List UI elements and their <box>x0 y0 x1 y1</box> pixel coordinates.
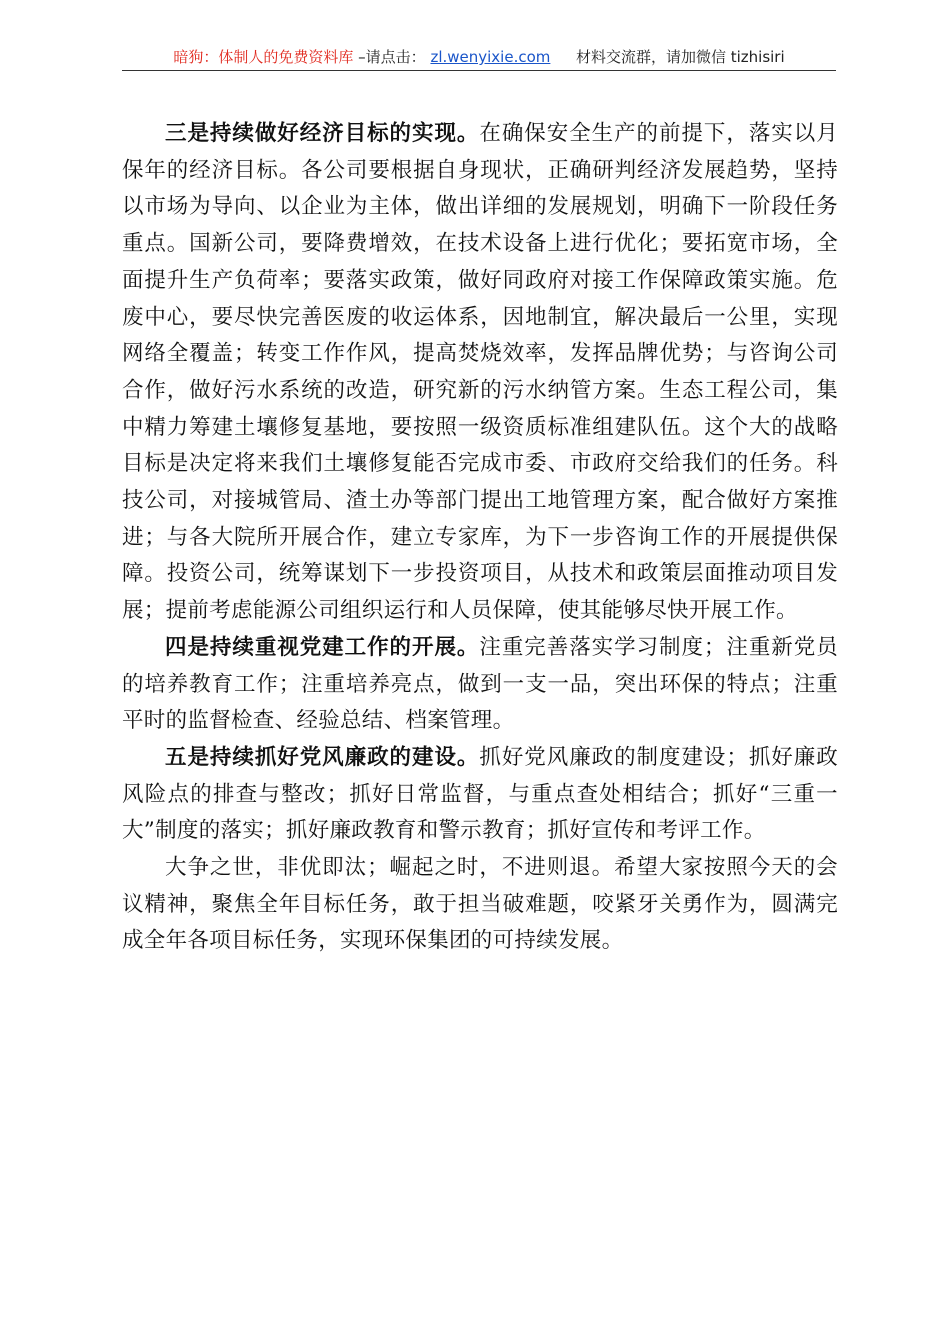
paragraph-integrity <box>122 740 838 850</box>
header-site-link[interactable]: zl.wenyixie.com <box>430 48 551 66</box>
header-wechat-text: 材料交流群，请加微信 tizhisiri <box>575 48 785 66</box>
paragraph-economic-goals <box>122 116 838 630</box>
paragraph-text: 在确保安全生产的前提下，落实以月保年的经济目标。各公司要根据自身现状，正确研判经济发展趋势，坚持以市场为导向、以企业为主体，做出详细的发展规划，明确下一阶段任务重点。国新公司，要降费增效，在技术设备上进行优化；要拓宽市场，全面提升生产负荷率；要落实政策，做好同政府对接工作保障政策实施。危废中心，要尽快完善医废的收运体系，因地制宜，解决最后一公里，实现网络全覆盖；转变工作作风，提高焚烧效率，发挥品牌优势；与咨询公司合作，做好污水系统的改造，研究新的污水纳管方案。生态工程公司，集中精力筹建土壤修复基地，要按照一级资质标准组建队伍。这个大的战略目标是决定将来我们土壤修复能否完成市委、市政府交给我们的任务。科技公司，对接城管局、渣土办等部门提出工地管理方案，配合做好方案推进；与各大院所开展合作，建立专家库，为下一步咨询工作的开展提供保障。投资公司，统筹谋划下一步投资项目，从技术和政策层面推动项目发展；提前考虑能源公司组织运行和人员保障，使其能够尽快开展工作。 <box>122 121 838 624</box>
paragraph-party-building <box>122 630 838 740</box>
paragraph-lead: 三是持续做好经济目标的实现。 <box>165 121 480 146</box>
header-brand-text: 暗狗：体制人的免费资料库 <box>173 48 354 66</box>
paragraph-text: 抓好党风廉政的制度建设；抓好廉政风险点的排查与整改；抓好日常监督，与重点查处相结合；抓好“三重一大”制度的落实；抓好廉政教育和警示教育；抓好宣传和考评工作。 <box>122 744 838 844</box>
paragraph-lead: 四是持续重视党建工作的开展。 <box>165 634 480 660</box>
header-prompt-text: –请点击： <box>358 48 426 66</box>
paragraph-text: 大争之世，非优即汰；崛起之时，不进则退。希望大家按照今天的会议精神，聚焦全年目标任务，敢于担当破难题，咬紧牙关勇作为，圆满完成全年各项目标任务，实现环保集团的可持续发展。 <box>122 855 838 954</box>
page-header <box>122 44 836 71</box>
paragraph-closing <box>122 850 838 960</box>
paragraph-lead: 五是持续抓好党风廉政的建设。 <box>165 744 480 770</box>
paragraph-text: 注重完善落实学习制度；注重新党员的培养教育工作；注重培养亮点，做到一支一品，突出环保的特点；注重平时的监督检查、经验总结、档案管理。 <box>122 634 838 734</box>
document-body <box>122 116 838 960</box>
